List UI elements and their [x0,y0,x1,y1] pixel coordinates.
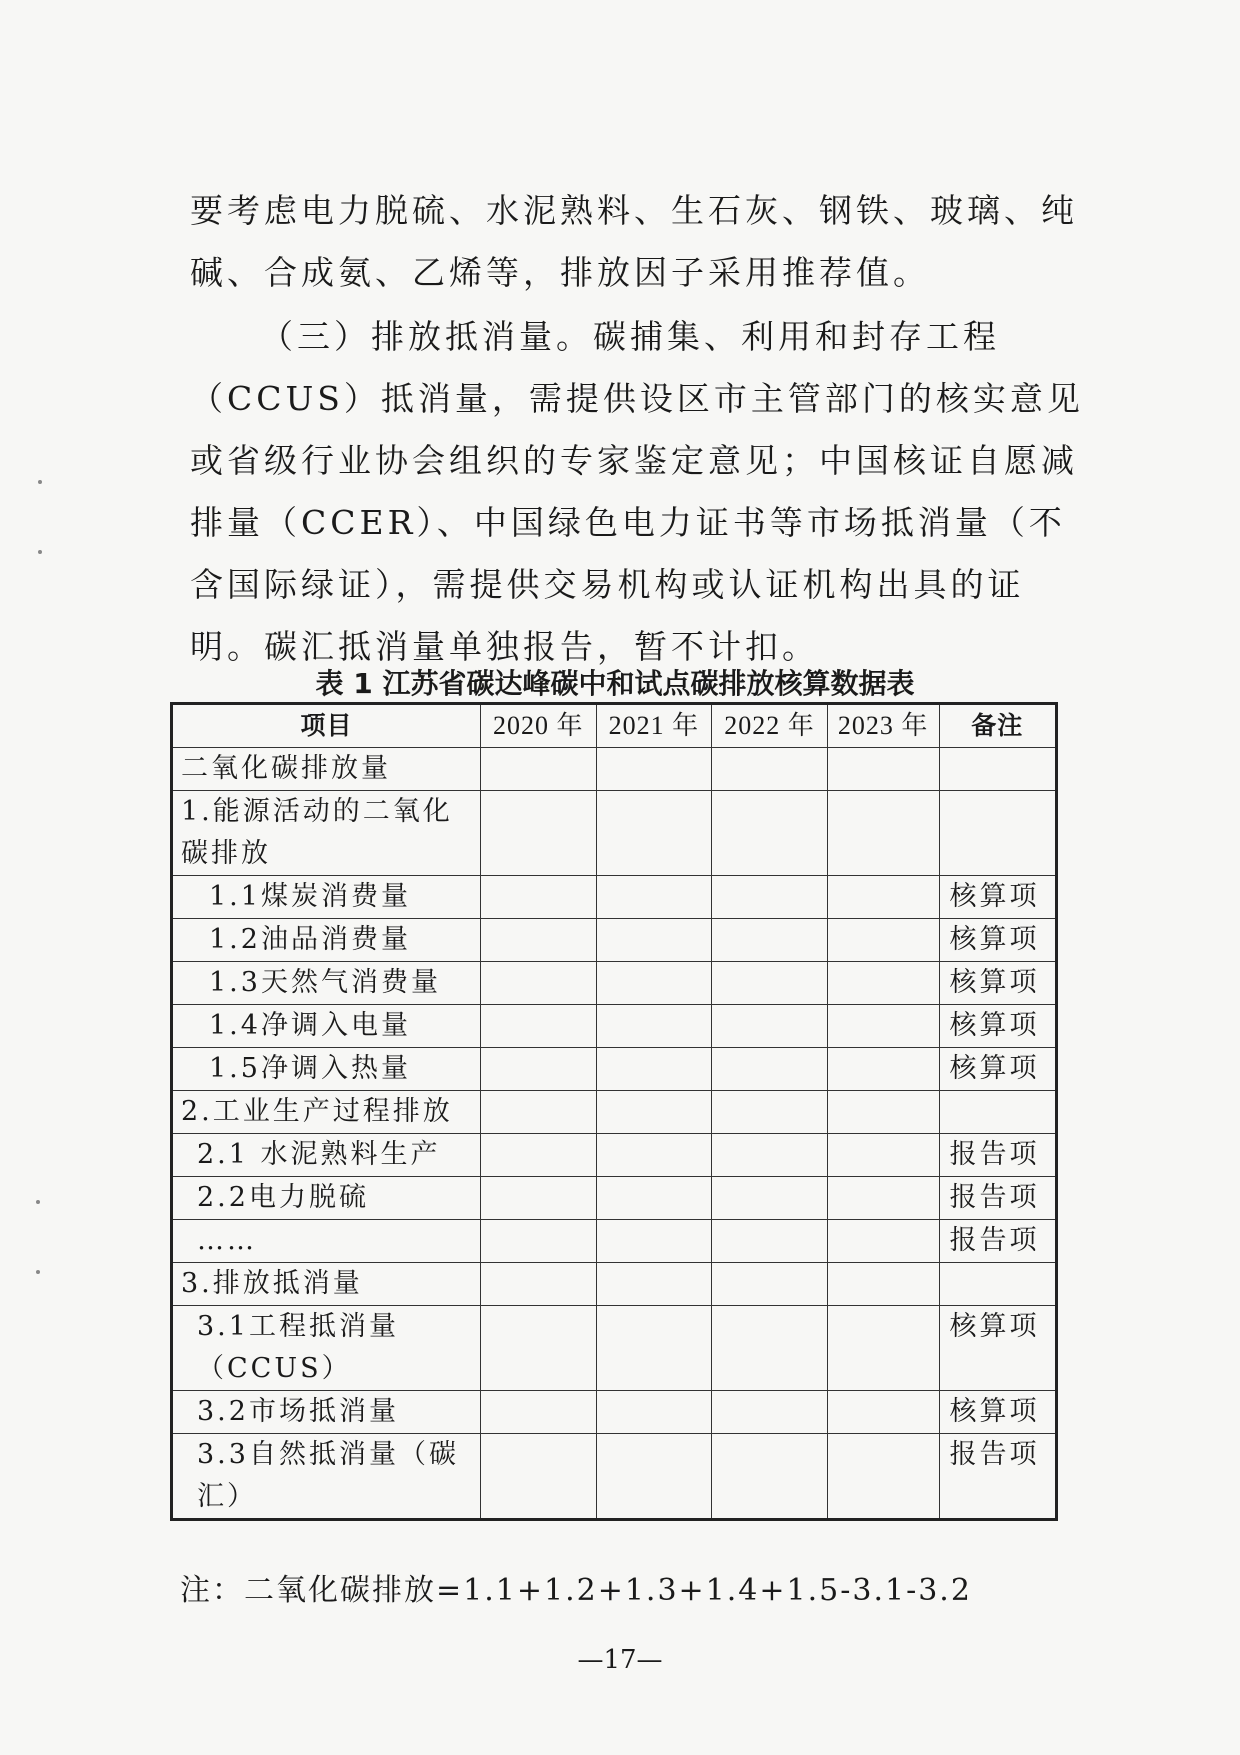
row-remark [939,791,1056,876]
carbon-accounting-table [170,702,1058,1521]
row-item: 2.2电力脱硫 [172,1177,481,1220]
table-row [172,1434,1057,1520]
table-row [172,1091,1057,1134]
row-item: 3.2市场抵消量 [172,1391,481,1434]
scan-speck [38,550,42,554]
table-row [172,1306,1057,1391]
table-row [172,962,1057,1005]
row-item: 1.1煤炭消费量 [172,876,481,919]
header-2020: 2020 年 [480,704,596,748]
row-remark [939,748,1056,791]
table-row [172,1005,1057,1048]
header-item: 项目 [172,704,481,748]
row-item: …… [172,1220,481,1263]
row-remark: 报告项 [939,1434,1056,1520]
row-remark: 报告项 [939,1177,1056,1220]
row-item: 3.3自然抵消量（碳汇） [172,1434,481,1520]
row-remark: 核算项 [939,1005,1056,1048]
paragraph-offsets: （三）排放抵消量。碳捕集、利用和封存工程（CCUS）抵消量，需提供设区市主管部门的核实意见或省级行业协会组织的专家鉴定意见；中国核证自愿减排量（CCER）、中国绿色电力证书等市场抵消量（不含国际绿证），需提供交易机构或认证机构出具的证明。碳汇抵消量单独报告，暂不计扣。 [190,317,1084,666]
row-remark: 报告项 [939,1220,1056,1263]
table-row [172,1134,1057,1177]
row-remark: 核算项 [939,919,1056,962]
table-row [172,1263,1057,1306]
header-2022: 2022 年 [712,704,828,748]
row-item: 1.能源活动的二氧化碳排放 [172,791,481,876]
header-2021: 2021 年 [596,704,712,748]
row-item: 1.3天然气消费量 [172,962,481,1005]
row-remark [939,1091,1056,1134]
table-note: 注：二氧化碳排放=1.1+1.2+1.3+1.4+1.5-3.1-3.2 [180,1573,972,1608]
row-item: 1.4净调入电量 [172,1005,481,1048]
row-item: 1.2油品消费量 [172,919,481,962]
paragraph-emission-factors: 要考虑电力脱硫、水泥熟料、生石灰、钢铁、玻璃、纯碱、合成氨、乙烯等，排放因子采用推荐值。 [190,191,1078,292]
scan-speck [36,1200,40,1204]
table-row [172,876,1057,919]
row-remark [939,1263,1056,1306]
row-item: 2.工业生产过程排放 [172,1091,481,1134]
scan-speck [36,1270,40,1274]
row-item: 3.排放抵消量 [172,1263,481,1306]
table-row [172,748,1057,791]
table-header-row [172,704,1057,748]
row-remark: 核算项 [939,876,1056,919]
row-remark: 核算项 [939,962,1056,1005]
row-item: 2.1 水泥熟料生产 [172,1134,481,1177]
page-number: —17— [577,1645,663,1675]
header-remark: 备注 [939,704,1056,748]
table-row [172,1177,1057,1220]
row-remark: 核算项 [939,1306,1056,1391]
row-remark: 报告项 [939,1134,1056,1177]
header-2023: 2023 年 [827,704,939,748]
row-remark: 核算项 [939,1391,1056,1434]
row-item: 1.5净调入热量 [172,1048,481,1091]
row-item: 二氧化碳排放量 [172,748,481,791]
table-row [172,791,1057,876]
table-caption: 表 1 江苏省碳达峰碳中和试点碳排放核算数据表 [315,667,915,700]
row-remark: 核算项 [939,1048,1056,1091]
table-row [172,1220,1057,1263]
scan-speck [38,480,42,484]
table-row [172,919,1057,962]
row-item: 3.1工程抵消量（CCUS） [172,1306,481,1391]
table-row [172,1391,1057,1434]
table-row [172,1048,1057,1091]
